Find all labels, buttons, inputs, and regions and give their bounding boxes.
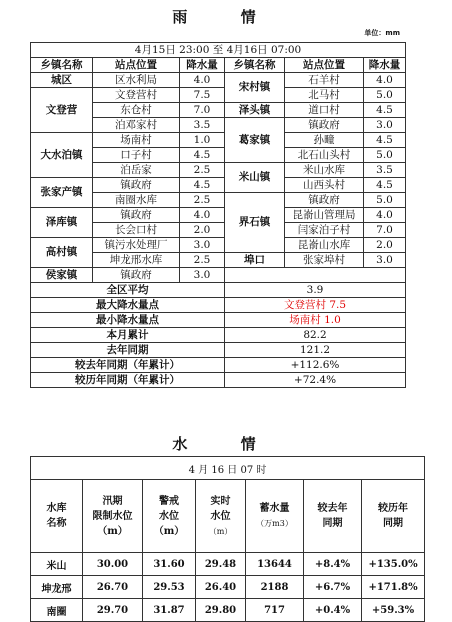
summary-value: 82.2 bbox=[225, 328, 406, 343]
reservoir-row bbox=[31, 576, 425, 599]
reservoir-value: +6.7% bbox=[304, 576, 362, 599]
summary-label: 最大降水量点 bbox=[31, 298, 225, 313]
reservoir-value: 29.80 bbox=[196, 599, 246, 622]
rain-row bbox=[31, 208, 406, 223]
rain-row bbox=[31, 268, 406, 283]
rain-row bbox=[31, 73, 406, 88]
reservoir-value: 31.60 bbox=[143, 553, 196, 576]
water-header bbox=[362, 480, 425, 553]
station-name: 昆嵛山管理局 bbox=[285, 208, 364, 223]
station-name: 孙疃 bbox=[285, 133, 364, 148]
summary-row bbox=[31, 373, 406, 388]
rainfall-value: 3.5 bbox=[180, 118, 225, 133]
rain-header: 站点位置 bbox=[285, 58, 364, 73]
water-header-main: 警戒 水位 （m） bbox=[153, 495, 185, 537]
station-name: 张家埠村 bbox=[285, 253, 364, 268]
station-name: 坤龙邢水库 bbox=[93, 253, 180, 268]
summary-label: 较历年同期（年累计） bbox=[31, 373, 225, 388]
rainfall-value: 4.5 bbox=[180, 178, 225, 193]
water-table bbox=[30, 456, 425, 622]
summary-value: 文登营村 7.5 bbox=[225, 298, 406, 313]
station-name: 镇政府 bbox=[93, 178, 180, 193]
reservoir-value: +135.0% bbox=[362, 553, 425, 576]
town-name: 埠口 bbox=[225, 253, 285, 268]
water-header-unit: （万m3） bbox=[256, 519, 293, 528]
summary-label: 最小降水量点 bbox=[31, 313, 225, 328]
rain-header: 降水量 bbox=[364, 58, 406, 73]
reservoir-value: 29.48 bbox=[196, 553, 246, 576]
rainfall-value: 4.5 bbox=[364, 133, 406, 148]
water-header-main: 蓄水量 bbox=[259, 503, 290, 514]
reservoir-value: 26.40 bbox=[196, 576, 246, 599]
station-name: 镇政府 bbox=[93, 268, 180, 283]
rainfall-value: 4.0 bbox=[364, 208, 406, 223]
summary-value: 121.2 bbox=[225, 343, 406, 358]
reservoir-value: 2188 bbox=[246, 576, 304, 599]
station-name: 镇污水处理厂 bbox=[93, 238, 180, 253]
rainfall-value: 5.0 bbox=[364, 88, 406, 103]
rainfall-value: 7.0 bbox=[180, 103, 225, 118]
town-name: 宋村镇 bbox=[225, 73, 285, 103]
rainfall-value: 2.5 bbox=[180, 193, 225, 208]
water-header bbox=[143, 480, 196, 553]
rainfall-value: 3.0 bbox=[364, 253, 406, 268]
summary-row bbox=[31, 358, 406, 373]
rainfall-value: 4.5 bbox=[364, 178, 406, 193]
station-name: 口子村 bbox=[93, 148, 180, 163]
summary-label: 本月累计 bbox=[31, 328, 225, 343]
summary-value: +112.6% bbox=[225, 358, 406, 373]
town-name: 城区 bbox=[31, 73, 93, 88]
water-header-main: 较历年 同期 bbox=[378, 503, 409, 529]
rainfall-value: 2.0 bbox=[180, 223, 225, 238]
summary-value: 3.9 bbox=[225, 283, 406, 298]
rainfall-value: 7.5 bbox=[180, 88, 225, 103]
reservoir-name: 坤龙邢 bbox=[31, 576, 83, 599]
period-cell: 4月15日 23:00 至 4月16日 07:00 bbox=[31, 43, 406, 58]
town-name: 侯家镇 bbox=[31, 268, 93, 283]
reservoir-value: 717 bbox=[246, 599, 304, 622]
water-header-main: 较去年 同期 bbox=[317, 503, 348, 529]
rainfall-value: 3.5 bbox=[364, 163, 406, 178]
water-header bbox=[196, 480, 246, 553]
station-name: 镇政府 bbox=[93, 208, 180, 223]
empty-cell bbox=[225, 268, 406, 283]
rainfall-value: 3.0 bbox=[364, 118, 406, 133]
rain-header: 降水量 bbox=[180, 58, 225, 73]
town-name: 米山镇 bbox=[225, 163, 285, 193]
town-name: 高村镇 bbox=[31, 238, 93, 268]
rainfall-value: 2.0 bbox=[364, 238, 406, 253]
summary-label: 去年同期 bbox=[31, 343, 225, 358]
water-title: 水 情 bbox=[172, 435, 280, 453]
water-header bbox=[83, 480, 143, 553]
reservoir-value: 29.70 bbox=[83, 599, 143, 622]
rainfall-value: 4.0 bbox=[180, 73, 225, 88]
station-name: 北马村 bbox=[285, 88, 364, 103]
reservoir-row bbox=[31, 553, 425, 576]
reservoir-value: +0.4% bbox=[304, 599, 362, 622]
summary-value: 场南村 1.0 bbox=[225, 313, 406, 328]
reservoir-name: 南圈 bbox=[31, 599, 83, 622]
town-name: 界石镇 bbox=[225, 193, 285, 253]
rain-title: 雨 情 bbox=[172, 8, 280, 26]
reservoir-value: +59.3% bbox=[362, 599, 425, 622]
rainfall-value: 4.5 bbox=[364, 103, 406, 118]
town-name: 大水泊镇 bbox=[31, 133, 93, 178]
water-date: 4 月 16 日 07 时 bbox=[31, 457, 425, 480]
summary-value: +72.4% bbox=[225, 373, 406, 388]
station-name: 镇政府 bbox=[285, 118, 364, 133]
water-header-main: 汛期 限制水位 （m） bbox=[92, 495, 133, 537]
rain-row bbox=[31, 178, 406, 193]
rainfall-value: 3.0 bbox=[180, 238, 225, 253]
station-name: 道口村 bbox=[285, 103, 364, 118]
summary-row bbox=[31, 328, 406, 343]
water-header bbox=[304, 480, 362, 553]
town-name: 文登营 bbox=[31, 88, 93, 133]
rainfall-value: 4.0 bbox=[180, 208, 225, 223]
rain-row bbox=[31, 88, 406, 103]
reservoir-value: +8.4% bbox=[304, 553, 362, 576]
rain-table bbox=[30, 42, 406, 388]
station-name: 石羊村 bbox=[285, 73, 364, 88]
summary-row bbox=[31, 283, 406, 298]
water-header-main: 水库 名称 bbox=[46, 503, 67, 529]
rain-header: 乡镇名称 bbox=[225, 58, 285, 73]
town-name: 泽库镇 bbox=[31, 208, 93, 238]
station-name: 长会口村 bbox=[93, 223, 180, 238]
station-name: 米山水库 bbox=[285, 163, 364, 178]
reservoir-value: 30.00 bbox=[83, 553, 143, 576]
reservoir-row bbox=[31, 599, 425, 622]
station-name: 南圈水库 bbox=[93, 193, 180, 208]
station-name: 场南村 bbox=[93, 133, 180, 148]
reservoir-value: 29.53 bbox=[143, 576, 196, 599]
station-name: 昆嵛山水库 bbox=[285, 238, 364, 253]
rainfall-value: 1.0 bbox=[180, 133, 225, 148]
station-name: 山西头村 bbox=[285, 178, 364, 193]
station-name: 文登营村 bbox=[93, 88, 180, 103]
water-header bbox=[31, 480, 83, 553]
rain-header: 乡镇名称 bbox=[31, 58, 93, 73]
rainfall-value: 7.0 bbox=[364, 223, 406, 238]
station-name: 镇政府 bbox=[285, 193, 364, 208]
summary-row bbox=[31, 298, 406, 313]
rainfall-value: 5.0 bbox=[364, 148, 406, 163]
rain-row bbox=[31, 238, 406, 253]
town-name: 张家产镇 bbox=[31, 178, 93, 208]
reservoir-value: 13644 bbox=[246, 553, 304, 576]
rainfall-value: 3.0 bbox=[180, 268, 225, 283]
station-name: 东仓村 bbox=[93, 103, 180, 118]
summary-label: 全区平均 bbox=[31, 283, 225, 298]
reservoir-value: 26.70 bbox=[83, 576, 143, 599]
town-name: 葛家镇 bbox=[225, 118, 285, 163]
water-header-unit: （m） bbox=[208, 526, 233, 536]
station-name: 泊岳家 bbox=[93, 163, 180, 178]
water-header bbox=[246, 480, 304, 553]
rainfall-value: 5.0 bbox=[364, 193, 406, 208]
reservoir-value: 31.87 bbox=[143, 599, 196, 622]
rainfall-value: 2.5 bbox=[180, 253, 225, 268]
rain-row bbox=[31, 133, 406, 148]
reservoir-value: +171.8% bbox=[362, 576, 425, 599]
unit-label: 单位：mm bbox=[364, 29, 400, 37]
rain-header: 站点位置 bbox=[93, 58, 180, 73]
town-name: 泽头镇 bbox=[225, 103, 285, 118]
water-header-main: 实时 水位 bbox=[210, 495, 231, 522]
rainfall-value: 4.5 bbox=[180, 148, 225, 163]
summary-row bbox=[31, 313, 406, 328]
station-name: 泊邓家村 bbox=[93, 118, 180, 133]
rainfall-value: 2.5 bbox=[180, 163, 225, 178]
summary-label: 较去年同期（年累计） bbox=[31, 358, 225, 373]
rainfall-value: 4.0 bbox=[364, 73, 406, 88]
reservoir-name: 米山 bbox=[31, 553, 83, 576]
station-name: 闫家泊子村 bbox=[285, 223, 364, 238]
station-name: 区水利局 bbox=[93, 73, 180, 88]
station-name: 北石山头村 bbox=[285, 148, 364, 163]
summary-row bbox=[31, 343, 406, 358]
